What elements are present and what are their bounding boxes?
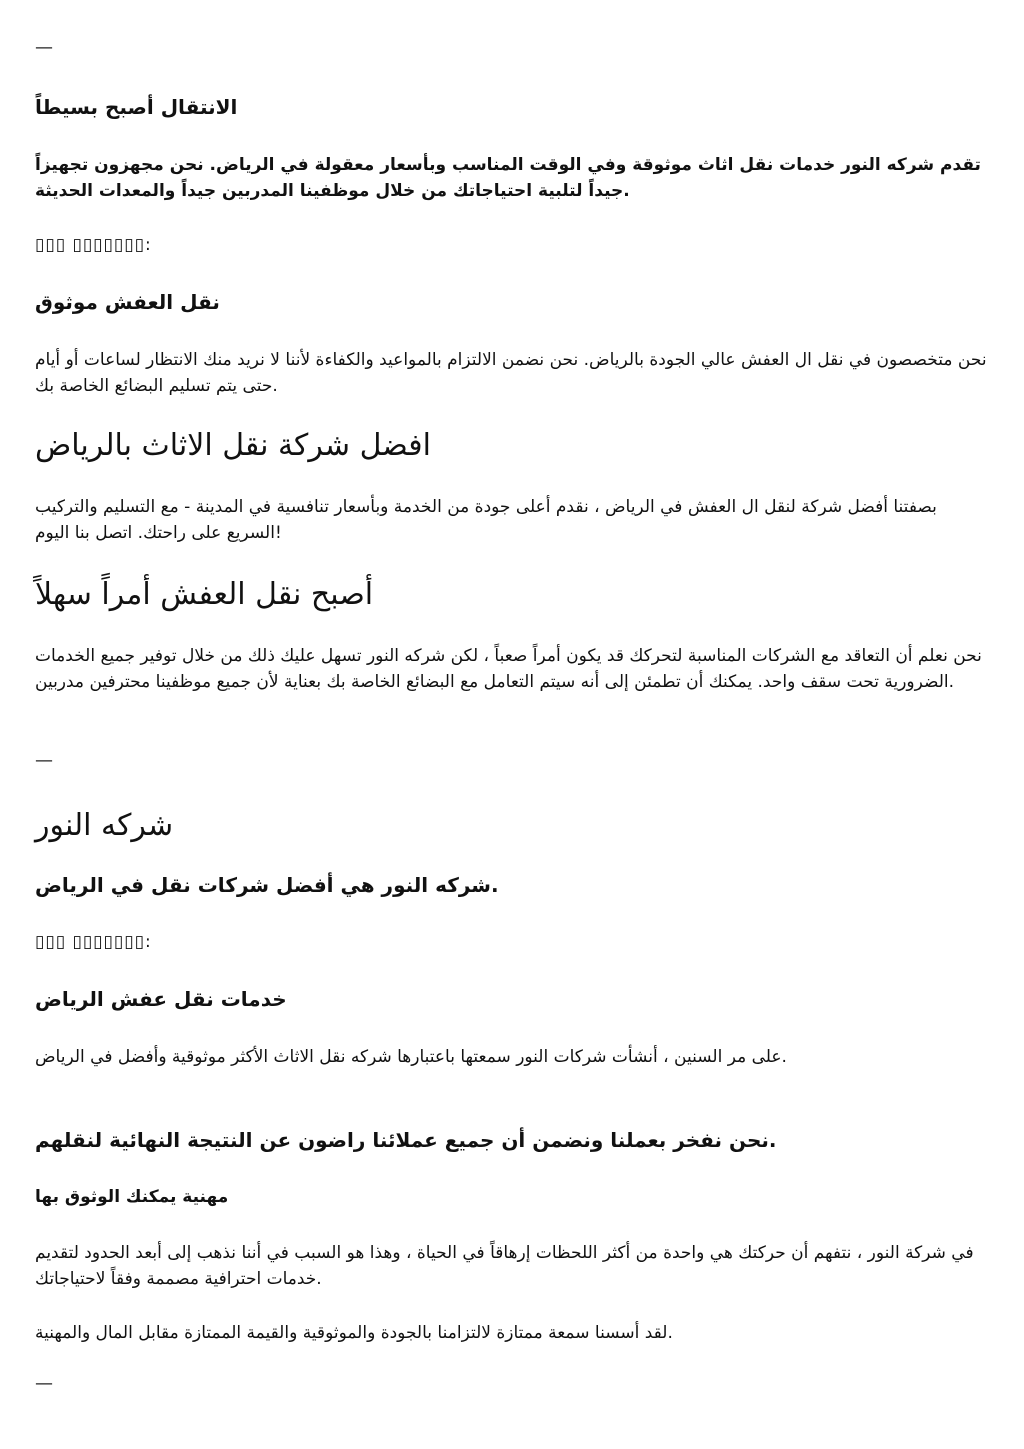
main-heading: الانتقال أصبح بسيطاً xyxy=(35,95,238,119)
reliable-paragraph: نحن متخصصون في نقل ال العفش عالي الجودة بالرياض. نحن نضمن الالتزام بالمواعيد والكفاءة لأننا لا نريد منك الانتظار لساعات أو أيام حتى يتم تسليم البضائع الخاصة بك. xyxy=(35,350,987,396)
trust-heading: مهنية يمكنك الوثوق بها xyxy=(35,1187,229,1207)
best-company-paragraph: بصفتنا أفضل شركة لنقل ال العفش في الرياض ، نقدم أعلى جودة من الخدمة وبأسعار تنافسية في المدينة - مع التسليم والتركيب السريع على راحتك. اتصل بنا اليوم! xyxy=(35,497,937,543)
divider-middle: — xyxy=(35,750,53,771)
easy-moving-heading: أصبح نقل العفش أمراً سهلاً xyxy=(35,577,374,612)
best-company-heading: افضل شركة نقل الاثاث بالرياض xyxy=(35,428,431,463)
easy-moving-paragraph: نحن نعلم أن التعاقد مع الشركات المناسبة لتحركك قد يكون أمراً صعباً ، لكن شركه النور تسهل عليك ذلك من خلال توفير جميع الخدمات الضرورية تحت سقف واحد. يمكنك أن تطمئن إلى أنه سيتم التعامل مع البضائع الخاصة بك بعناية لأن جميع موظفينا محترفين مدربين. xyxy=(35,646,982,692)
trust-paragraph: في شركة النور ، نتفهم أن حركتك هي واحدة من أكثر اللحظات إرهاقاً في الحياة ، وهذا هو السبب في أننا نذهب إلى أبعد الحدود لتقديم خدمات احترافية مصممة وفقاً لاحتياجاتك. xyxy=(35,1243,974,1289)
proud-statement: نحن نفخر بعملنا ونضمن أن جميع عملائنا راضون عن النتيجة النهائية لنقلهم. xyxy=(35,1128,777,1152)
divider-top: — xyxy=(35,37,53,58)
intro-paragraph: تقدم شركه النور خدمات نقل اثاث موثوقة وفي الوقت المناسب وبأسعار معقولة في الرياض. نحن مجهزون تجهيزاً جيداً لتلبية احتياجاتك من خلال موظفينا المدربين جيداً والمعدات الحديثة. xyxy=(35,155,981,201)
missing-glyphs-line-2: ▯▯▯ ▯▯▯▯▯▯▯: xyxy=(35,932,152,952)
services-heading: خدمات نقل عفش الرياض xyxy=(35,987,287,1011)
missing-glyphs-line: ▯▯▯ ▯▯▯▯▯▯▯: xyxy=(35,235,152,255)
reliable-heading: نقل العفش موثوق xyxy=(35,290,220,314)
company-heading: شركه النور xyxy=(35,808,174,843)
services-paragraph: على مر السنين ، أنشأت شركات النور سمعتها باعتبارها شركه نقل الاثاث الأكثر موثوقية وأفضل في الرياض. xyxy=(35,1047,787,1067)
company-tagline: شركه النور هي أفضل شركات نقل في الرياض. xyxy=(35,873,499,897)
reputation-paragraph: لقد أسسنا سمعة ممتازة لالتزامنا بالجودة والموثوقية والقيمة الممتازة مقابل المال والمهنية. xyxy=(35,1323,673,1343)
divider-bottom: — xyxy=(35,1373,53,1394)
